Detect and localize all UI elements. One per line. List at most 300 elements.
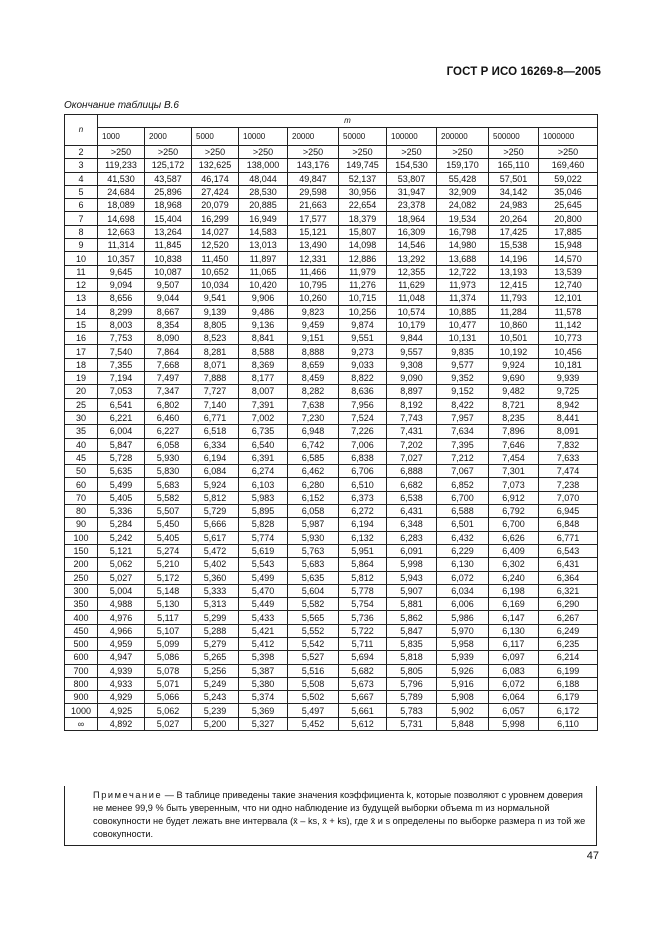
table-cell: 6,848 — [539, 518, 598, 531]
table-cell: 12,331 — [288, 252, 339, 265]
table-cell: 5,729 — [192, 505, 239, 518]
row-label: 200 — [65, 558, 98, 571]
table-cell: 11,142 — [539, 318, 598, 331]
table-cell: 5,926 — [437, 664, 489, 677]
table-cell: 119,233 — [98, 159, 145, 172]
column-header: 500000 — [489, 128, 539, 146]
table-cell: 6,588 — [437, 505, 489, 518]
table-cell: 15,807 — [339, 225, 387, 238]
note-label: Примечание — [93, 790, 163, 800]
row-label: 9 — [65, 239, 98, 252]
table-cell: 5,958 — [437, 637, 489, 650]
table-cell: 5,789 — [387, 691, 437, 704]
table-cell: 7,070 — [539, 491, 598, 504]
table-cell: 12,886 — [339, 252, 387, 265]
table-cell: 8,091 — [539, 425, 598, 438]
table-cell: 7,230 — [288, 411, 339, 424]
table-cell: 12,663 — [98, 225, 145, 238]
table-cell: 6,771 — [192, 411, 239, 424]
table-cell: 6,097 — [489, 651, 539, 664]
table-cell: 5,731 — [387, 717, 437, 730]
table-cell: 5,694 — [339, 651, 387, 664]
table-cell: 9,033 — [339, 358, 387, 371]
table-cell: 6,373 — [339, 491, 387, 504]
table-row — [65, 598, 598, 611]
table-cell: 48,044 — [239, 172, 288, 185]
row-label: 350 — [65, 598, 98, 611]
column-header: 100000 — [387, 128, 437, 146]
table-cell: 6,091 — [387, 544, 437, 557]
table-cell: >250 — [192, 146, 239, 159]
table-cell: 5,617 — [192, 531, 239, 544]
table-cell: 6,431 — [539, 558, 598, 571]
table-row — [65, 704, 598, 717]
table-cell: 6,432 — [437, 531, 489, 544]
table-cell: 5,970 — [437, 624, 489, 637]
column-header: 10000 — [239, 128, 288, 146]
table-cell: 5,239 — [192, 704, 239, 717]
table-cell: 10,885 — [437, 305, 489, 318]
table-row — [65, 358, 598, 371]
table-cell: 6,700 — [489, 518, 539, 531]
table-cell: 6,802 — [145, 398, 192, 411]
table-cell: 13,539 — [539, 265, 598, 278]
table-cell: 11,629 — [387, 278, 437, 291]
table-cell: 5,107 — [145, 624, 192, 637]
table-cell: 6,235 — [539, 637, 598, 650]
table-cell: 6,084 — [192, 465, 239, 478]
table-row — [65, 199, 598, 212]
table-cell: >250 — [145, 146, 192, 159]
table-cell: 5,998 — [387, 558, 437, 571]
table-cell: 4,925 — [98, 704, 145, 717]
table-cell: 6,130 — [437, 558, 489, 571]
table-cell: 6,706 — [339, 465, 387, 478]
table-cell: 14,546 — [387, 239, 437, 252]
table-cell: 6,272 — [339, 505, 387, 518]
table-cell: 5,071 — [145, 677, 192, 690]
table-cell: 5,117 — [145, 611, 192, 624]
table-cell: 11,284 — [489, 305, 539, 318]
table-cell: 5,847 — [387, 624, 437, 637]
table-cell: 7,226 — [339, 425, 387, 438]
table-cell: 14,098 — [339, 239, 387, 252]
table-cell: 5,499 — [239, 571, 288, 584]
table-cell: 6,274 — [239, 465, 288, 478]
table-cell: >250 — [98, 146, 145, 159]
table-cell: 6,147 — [489, 611, 539, 624]
table-cell: 6,006 — [437, 598, 489, 611]
table-cell: 8,897 — [387, 385, 437, 398]
table-cell: 5,086 — [145, 651, 192, 664]
row-label: 14 — [65, 305, 98, 318]
row-label: ∞ — [65, 717, 98, 730]
table-cell: 6,626 — [489, 531, 539, 544]
table-cell: 7,638 — [288, 398, 339, 411]
table-cell: 9,844 — [387, 332, 437, 345]
table-row — [65, 185, 598, 198]
table-cell: 11,276 — [339, 278, 387, 291]
table-cell: 8,459 — [288, 372, 339, 385]
table-cell: 6,543 — [539, 544, 598, 557]
row-label: 16 — [65, 332, 98, 345]
row-label: 6 — [65, 199, 98, 212]
table-cell: 46,174 — [192, 172, 239, 185]
table-cell: 8,942 — [539, 398, 598, 411]
table-cell: 5,004 — [98, 584, 145, 597]
row-label: 700 — [65, 664, 98, 677]
table-cell: 13,013 — [239, 239, 288, 252]
table-cell: 7,743 — [387, 411, 437, 424]
table-cell: 5,987 — [288, 518, 339, 531]
table-row — [65, 558, 598, 571]
table-cell: 9,308 — [387, 358, 437, 371]
table-cell: 7,753 — [98, 332, 145, 345]
table-cell: 5,582 — [288, 598, 339, 611]
table-cell: 5,736 — [339, 611, 387, 624]
table-cell: 9,939 — [539, 372, 598, 385]
table-cell: 5,499 — [98, 478, 145, 491]
table-cell: 12,355 — [387, 265, 437, 278]
table-row — [65, 265, 598, 278]
table-cell: 5,939 — [437, 651, 489, 664]
table-cell: 5,711 — [339, 637, 387, 650]
table-cell: 17,425 — [489, 225, 539, 238]
table-cell: 4,939 — [98, 664, 145, 677]
table-cell: 5,405 — [98, 491, 145, 504]
row-label: 25 — [65, 398, 98, 411]
table-cell: 6,057 — [489, 704, 539, 717]
table-cell: 5,360 — [192, 571, 239, 584]
table-cell: 5,673 — [339, 677, 387, 690]
table-cell: 5,200 — [192, 717, 239, 730]
table-body — [65, 146, 598, 731]
table-cell: 7,194 — [98, 372, 145, 385]
table-cell: 10,192 — [489, 345, 539, 358]
table-row — [65, 292, 598, 305]
table-cell: 6,540 — [239, 438, 288, 451]
row-label: 45 — [65, 451, 98, 464]
table-cell: 10,131 — [437, 332, 489, 345]
table-cell: 5,682 — [339, 664, 387, 677]
table-cell: 6,249 — [539, 624, 598, 637]
document-id: ГОСТ Р ИСО 16269-8—2005 — [446, 66, 601, 78]
table-row — [65, 491, 598, 504]
table-cell: 17,885 — [539, 225, 598, 238]
table-cell: 6,321 — [539, 584, 598, 597]
table-cell: 11,979 — [339, 265, 387, 278]
table-cell: 6,103 — [239, 478, 288, 491]
table-cell: 5,421 — [239, 624, 288, 637]
table-cell: 14,570 — [539, 252, 598, 265]
table-cell: >250 — [387, 146, 437, 159]
table-cell: 5,986 — [437, 611, 489, 624]
table-cell: 6,179 — [539, 691, 598, 704]
table-cell: 8,299 — [98, 305, 145, 318]
table-cell: 10,773 — [539, 332, 598, 345]
table-cell: 10,838 — [145, 252, 192, 265]
table-cell: 5,847 — [98, 438, 145, 451]
table-cell: 5,256 — [192, 664, 239, 677]
table-cell: 30,956 — [339, 185, 387, 198]
table-cell: 6,199 — [539, 664, 598, 677]
table-cell: 8,636 — [339, 385, 387, 398]
table-cell: 9,094 — [98, 278, 145, 291]
table-cell: 6,280 — [288, 478, 339, 491]
table-cell: 5,998 — [489, 717, 539, 730]
table-cell: 31,947 — [387, 185, 437, 198]
table-cell: 9,136 — [239, 318, 288, 331]
table-cell: 20,885 — [239, 199, 288, 212]
table-cell: 18,089 — [98, 199, 145, 212]
table-cell: 5,666 — [192, 518, 239, 531]
table-cell: 6,585 — [288, 451, 339, 464]
table-cell: 6,169 — [489, 598, 539, 611]
table-cell: 8,822 — [339, 372, 387, 385]
row-label: 150 — [65, 544, 98, 557]
table-cell: 7,027 — [387, 451, 437, 464]
table-cell: 7,301 — [489, 465, 539, 478]
table-cell: 6,064 — [489, 691, 539, 704]
table-row — [65, 225, 598, 238]
table-cell: 5,327 — [239, 717, 288, 730]
table-cell: 18,968 — [145, 199, 192, 212]
table-cell: 7,053 — [98, 385, 145, 398]
table-cell: 5,778 — [339, 584, 387, 597]
table-cell: 5,508 — [288, 677, 339, 690]
table-cell: 125,172 — [145, 159, 192, 172]
table-row — [65, 305, 598, 318]
table-cell: >250 — [539, 146, 598, 159]
table-cell: 5,983 — [239, 491, 288, 504]
table-cell: 9,645 — [98, 265, 145, 278]
table-cell: 159,170 — [437, 159, 489, 172]
row-label: 40 — [65, 438, 98, 451]
table-cell: 23,378 — [387, 199, 437, 212]
table-cell: 9,725 — [539, 385, 598, 398]
table-row — [65, 531, 598, 544]
table-cell: 7,832 — [539, 438, 598, 451]
table-cell: 5,661 — [339, 704, 387, 717]
table-cell: 5,683 — [288, 558, 339, 571]
table-cell: 5,387 — [239, 664, 288, 677]
row-label: 50 — [65, 465, 98, 478]
table-cell: 10,179 — [387, 318, 437, 331]
table-cell: 6,541 — [98, 398, 145, 411]
table-cell: 5,502 — [288, 691, 339, 704]
table-cell: 8,235 — [489, 411, 539, 424]
note-text: — В таблице приведены такие значения коэффициента k, которые позволяют с уровнем доверия не менее 99,9 % быть уверенным, что ни одно наблюдение из будущей выборки объема m из нормальной совокупности не будет лежать вне интервала (x̄ – ks, x̄ + ks), где x̄ и s определены по выборке размера n из той же совокупности. — [93, 790, 586, 839]
table-cell: 5,862 — [387, 611, 437, 624]
row-label: 250 — [65, 571, 98, 584]
column-header: 20000 — [288, 128, 339, 146]
table-cell: 10,715 — [339, 292, 387, 305]
table-cell: 7,727 — [192, 385, 239, 398]
table-cell: 4,933 — [98, 677, 145, 690]
table-cell: 11,578 — [539, 305, 598, 318]
table-cell: 5,728 — [98, 451, 145, 464]
table-cell: 7,524 — [339, 411, 387, 424]
table-cell: 8,667 — [145, 305, 192, 318]
table-cell: 41,530 — [98, 172, 145, 185]
table-row — [65, 278, 598, 291]
table-cell: 4,966 — [98, 624, 145, 637]
table-cell: 5,667 — [339, 691, 387, 704]
table-cell: 5,433 — [239, 611, 288, 624]
table-cell: 6,198 — [489, 584, 539, 597]
table-row — [65, 624, 598, 637]
table-cell: 5,612 — [339, 717, 387, 730]
table-cell: 5,683 — [145, 478, 192, 491]
table-cell: 6,948 — [288, 425, 339, 438]
table-cell: 10,456 — [539, 345, 598, 358]
table-cell: >250 — [288, 146, 339, 159]
row-label: 1000 — [65, 704, 98, 717]
table-cell: 5,924 — [192, 478, 239, 491]
table-cell: 12,101 — [539, 292, 598, 305]
table-cell: 5,374 — [239, 691, 288, 704]
table-cell: 6,194 — [339, 518, 387, 531]
table-cell: 5,902 — [437, 704, 489, 717]
table-row — [65, 159, 598, 172]
table-cell: >250 — [437, 146, 489, 159]
table-cell: 34,142 — [489, 185, 539, 198]
table-cell: 6,852 — [437, 478, 489, 491]
table-cell: 9,486 — [239, 305, 288, 318]
table-cell: 6,735 — [239, 425, 288, 438]
table-cell: 5,951 — [339, 544, 387, 557]
table-row — [65, 252, 598, 265]
table-cell: 4,947 — [98, 651, 145, 664]
table-cell: 5,412 — [239, 637, 288, 650]
table-cell: >250 — [489, 146, 539, 159]
table-cell: 10,574 — [387, 305, 437, 318]
table-cell: 5,783 — [387, 704, 437, 717]
table-cell: 169,460 — [539, 159, 598, 172]
table-cell: 9,044 — [145, 292, 192, 305]
table-cell: 143,176 — [288, 159, 339, 172]
table-cell: 10,501 — [489, 332, 539, 345]
table-cell: 9,139 — [192, 305, 239, 318]
table-cell: 14,027 — [192, 225, 239, 238]
table-cell: 24,684 — [98, 185, 145, 198]
table-cell: 8,588 — [239, 345, 288, 358]
table-cell: 21,663 — [288, 199, 339, 212]
table-cell: 6,058 — [288, 505, 339, 518]
table-cell: 5,274 — [145, 544, 192, 557]
table-cell: 5,121 — [98, 544, 145, 557]
table-row — [65, 544, 598, 557]
row-label: 450 — [65, 624, 98, 637]
table-cell: 5,930 — [145, 451, 192, 464]
row-label: 13 — [65, 292, 98, 305]
table-cell: 5,619 — [239, 544, 288, 557]
table-cell: 5,830 — [145, 465, 192, 478]
table-cell: 6,838 — [339, 451, 387, 464]
table-row — [65, 345, 598, 358]
table-cell: 16,949 — [239, 212, 288, 225]
table-cell: 5,507 — [145, 505, 192, 518]
table-cell: 11,845 — [145, 239, 192, 252]
table-cell: 11,374 — [437, 292, 489, 305]
table-cell: 7,431 — [387, 425, 437, 438]
table-cell: 9,906 — [239, 292, 288, 305]
table-cell: 4,892 — [98, 717, 145, 730]
table-cell: 5,148 — [145, 584, 192, 597]
table-cell: 25,645 — [539, 199, 598, 212]
row-label: 3 — [65, 159, 98, 172]
table-cell: 9,551 — [339, 332, 387, 345]
table-cell: 6,302 — [489, 558, 539, 571]
row-label: 300 — [65, 584, 98, 597]
table-cell: 13,292 — [387, 252, 437, 265]
table-cell: 5,398 — [239, 651, 288, 664]
table-cell: 5,452 — [288, 717, 339, 730]
table-cell: 5,908 — [437, 691, 489, 704]
table-cell: 6,283 — [387, 531, 437, 544]
table-cell: 14,698 — [98, 212, 145, 225]
table-cell: 12,520 — [192, 239, 239, 252]
table-cell: 9,482 — [489, 385, 539, 398]
table-cell: 7,956 — [339, 398, 387, 411]
table-cell: 6,682 — [387, 478, 437, 491]
table-note — [64, 786, 597, 846]
table-cell: 6,742 — [288, 438, 339, 451]
table-cell: 6,364 — [539, 571, 598, 584]
table-cell: 6,034 — [437, 584, 489, 597]
table-cell: 8,805 — [192, 318, 239, 331]
table-cell: 4,988 — [98, 598, 145, 611]
table-cell: 7,540 — [98, 345, 145, 358]
table-cell: 7,957 — [437, 411, 489, 424]
table-cell: 6,501 — [437, 518, 489, 531]
table-cell: 5,243 — [192, 691, 239, 704]
table-cell: 5,472 — [192, 544, 239, 557]
table-row — [65, 664, 598, 677]
row-label: 19 — [65, 372, 98, 385]
page-number: 47 — [586, 850, 599, 862]
table-cell: 5,027 — [98, 571, 145, 584]
table-cell: 6,290 — [539, 598, 598, 611]
table-row — [65, 438, 598, 451]
table-cell: 7,202 — [387, 438, 437, 451]
table-cell: 6,117 — [489, 637, 539, 650]
table-cell: 6,409 — [489, 544, 539, 557]
table-cell: 7,888 — [192, 372, 239, 385]
table-row — [65, 651, 598, 664]
table-cell: 5,288 — [192, 624, 239, 637]
table-cell: 7,073 — [489, 478, 539, 491]
table-row — [65, 677, 598, 690]
table-cell: 6,700 — [437, 491, 489, 504]
table-cell: 5,497 — [288, 704, 339, 717]
table-cell: 6,188 — [539, 677, 598, 690]
row-label: 20 — [65, 385, 98, 398]
table-caption: Окончание таблицы В.6 — [64, 100, 179, 111]
table-cell: 25,896 — [145, 185, 192, 198]
table-cell: 4,959 — [98, 637, 145, 650]
table-cell: 5,336 — [98, 505, 145, 518]
table-cell: 5,172 — [145, 571, 192, 584]
table-cell: 9,577 — [437, 358, 489, 371]
column-header-row — [65, 128, 598, 146]
table-cell: 7,474 — [539, 465, 598, 478]
table-cell: 132,625 — [192, 159, 239, 172]
table-cell: 5,907 — [387, 584, 437, 597]
table-cell: 8,656 — [98, 292, 145, 305]
table-cell: 6,004 — [98, 425, 145, 438]
table-cell: 5,828 — [239, 518, 288, 531]
